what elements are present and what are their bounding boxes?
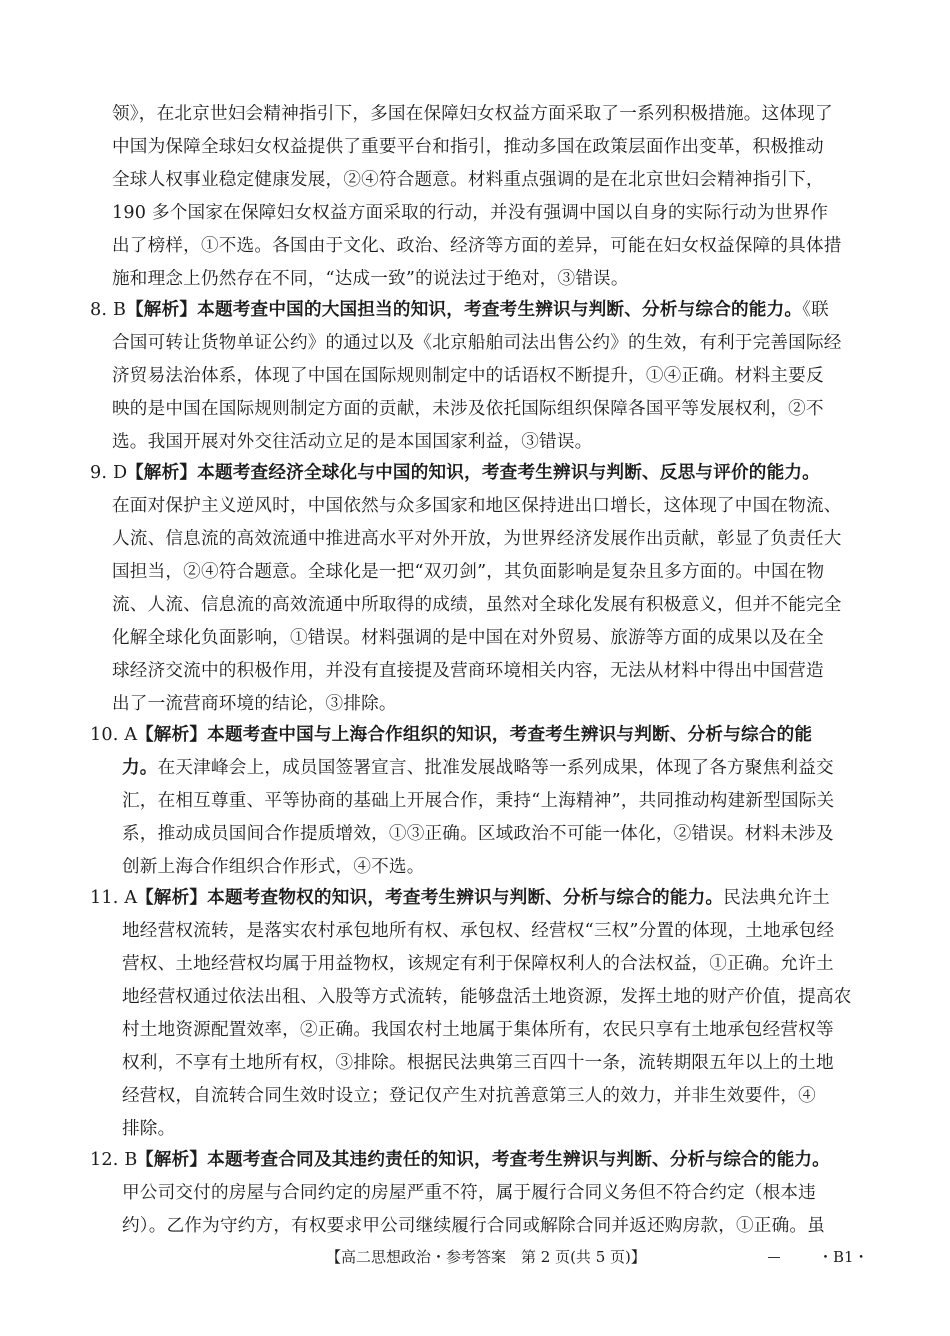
text-line: 系，推动成员国间合作提质增效，①③正确。区域政治不可能一体化，②错误。材料未涉及 bbox=[122, 824, 834, 844]
text-fragment: 在天津峰会上，成员国签署宣言、批准发展战略等一系列成果，体现了各方聚焦利益交 bbox=[157, 758, 834, 778]
analysis-heading: 【解析】本题考查物权的知识，考查考生辨识与判断、分析与综合的能力。 bbox=[136, 887, 724, 908]
text-line: 创新上海合作组织合作形式，④不选。 bbox=[122, 857, 425, 877]
analysis-heading: 【解析】本题考查中国的大国担当的知识，考查考生辨识与判断、分析与综合的能力。 bbox=[126, 299, 803, 320]
answer-item-8 bbox=[90, 297, 829, 323]
text-line: 权利，不享有土地所有权，③排除。根据民法典第三百四十一条，流转期限五年以上的土地 bbox=[122, 1053, 834, 1073]
answer-item-10 bbox=[90, 722, 812, 748]
text-line: 排除。 bbox=[122, 1119, 176, 1139]
text-line: 化解全球化负面影响，①错误。材料强调的是中国在对外贸易、旅游等方面的成果以及在全 bbox=[112, 628, 824, 648]
text-line: 在面对保护主义逆风时，中国依然与众多国家和地区保持进出口增长，这体现了中国在物流、 bbox=[112, 496, 842, 516]
text-line: 经营权，自流转合同生效时设立；登记仅产生对抗善意第三人的效力，并非生效要件，④ bbox=[122, 1086, 816, 1106]
text-line: 合国可转让货物单证公约》的通过以及《北京船舶司法出售公约》的生效，有利于完善国际经 bbox=[112, 333, 842, 353]
footer-page-info: 【高二思想政治・参考答案 第 2 页(共 5 页)】 bbox=[326, 1248, 646, 1266]
answer-item-9 bbox=[90, 460, 820, 486]
text-line: 汇，在相互尊重、平等协商的基础上开展合作，秉持“上海精神”，共同推动构建新型国际关 bbox=[122, 791, 835, 811]
text-line: 地经营权流转，是落实农村承包地所有权、承包权、经营权“三权”分置的体现，土地承包经 bbox=[122, 921, 835, 941]
text-line bbox=[122, 755, 834, 781]
text-line: 施和理念上仍然存在不同，“达成一致”的说法过于绝对，③错误。 bbox=[112, 269, 629, 289]
answer-item-12 bbox=[90, 1147, 830, 1173]
answer-item-11 bbox=[90, 885, 830, 911]
text-line: 村土地资源配置效率，②正确。我国农村土地属于集体所有，农民只享有土地承包经营权等 bbox=[122, 1020, 834, 1040]
answer-number: 8. B bbox=[90, 300, 127, 320]
text-line: 选。我国开展对外交往活动立足的是本国国家利益，③错误。 bbox=[112, 432, 593, 452]
text-fragment: 《联 bbox=[802, 300, 829, 320]
footer-code: ・B1・ bbox=[818, 1248, 869, 1266]
text-line: 人流、信息流的高效流通中推进高水平对外开放，为世界经济发展作出贡献，彰显了负责任大 bbox=[112, 529, 842, 549]
text-line: 映的是中国在国际规则制定方面的贡献，未涉及依托国际组织保障各国平等发展权利，②不 bbox=[112, 399, 824, 419]
footer-divider bbox=[768, 1257, 780, 1258]
text-line: 中国为保障全球妇女权益提供了重要平台和指引，推动多国在政策层面作出变革，积极推动 bbox=[112, 137, 824, 157]
answer-number: 10. A bbox=[90, 725, 138, 745]
text-line: 出了一流营商环境的结论，③排除。 bbox=[112, 694, 397, 714]
analysis-heading-end: 力。 bbox=[122, 757, 158, 778]
answer-number: 12. B bbox=[90, 1150, 138, 1170]
analysis-heading: 【解析】本题考查经济全球化与中国的知识，考查考生辨识与判断、反思与评价的能力。 bbox=[126, 462, 820, 483]
text-line: 全球人权事业稳定健康发展，②④符合题意。材料重点强调的是在北京世妇会精神指引下， bbox=[112, 170, 824, 190]
text-line: 济贸易法治体系，体现了中国在国际规则制定中的话语权不断提升，①④正确。材料主要反 bbox=[112, 366, 824, 386]
text-line: 约）。乙作为守约方，有权要求甲公司继续履行合同或解除合同并返还购房款，①正确。虽 bbox=[122, 1216, 825, 1236]
text-line: 地经营权通过依法出租、入股等方式流转，能够盘活土地资源，发挥土地的财产价值，提高农 bbox=[122, 987, 852, 1007]
analysis-heading: 【解析】本题考查合同及其违约责任的知识，考查考生辨识与判断、分析与综合的能力。 bbox=[136, 1149, 830, 1170]
text-line: 190 多个国家在保障妇女权益方面采取的行动，并没有强调中国以自身的实际行动为世界作 bbox=[112, 203, 829, 223]
analysis-heading: 【解析】本题考查中国与上海合作组织的知识，考查考生辨识与判断、分析与综合的能 bbox=[136, 724, 813, 745]
text-line: 流、人流、信息流的高效流通中所取得的成绩，虽然对全球化发展有积极意义，但并不能完全 bbox=[112, 595, 842, 615]
text-line: 营权、土地经营权均属于用益物权，该规定有利于保障权利人的合法权益，①正确。允许土 bbox=[122, 954, 834, 974]
text-line: 领》，在北京世妇会精神指引下，多国在保障妇女权益方面采取了一系列积极措施。这体现了 bbox=[112, 104, 833, 124]
text-line: 甲公司交付的房屋与合同约定的房屋严重不符，属于履行合同义务但不符合约定（根本违 bbox=[122, 1183, 816, 1203]
answer-number: 9. D bbox=[90, 463, 128, 483]
text-line: 出了榜样，①不选。各国由于文化、政治、经济等方面的差异，可能在妇女权益保障的具体措 bbox=[112, 236, 842, 256]
text-fragment: 民法典允许土 bbox=[723, 888, 830, 908]
text-line: 国担当，②④符合题意。全球化是一把“双刃剑”，其负面影响是复杂且多方面的。中国在物 bbox=[112, 562, 825, 582]
text-line: 球经济交流中的积极作用，并没有直接提及营商环境相关内容，无法从材料中得出中国营造 bbox=[112, 661, 824, 681]
answer-number: 11. A bbox=[90, 888, 138, 908]
